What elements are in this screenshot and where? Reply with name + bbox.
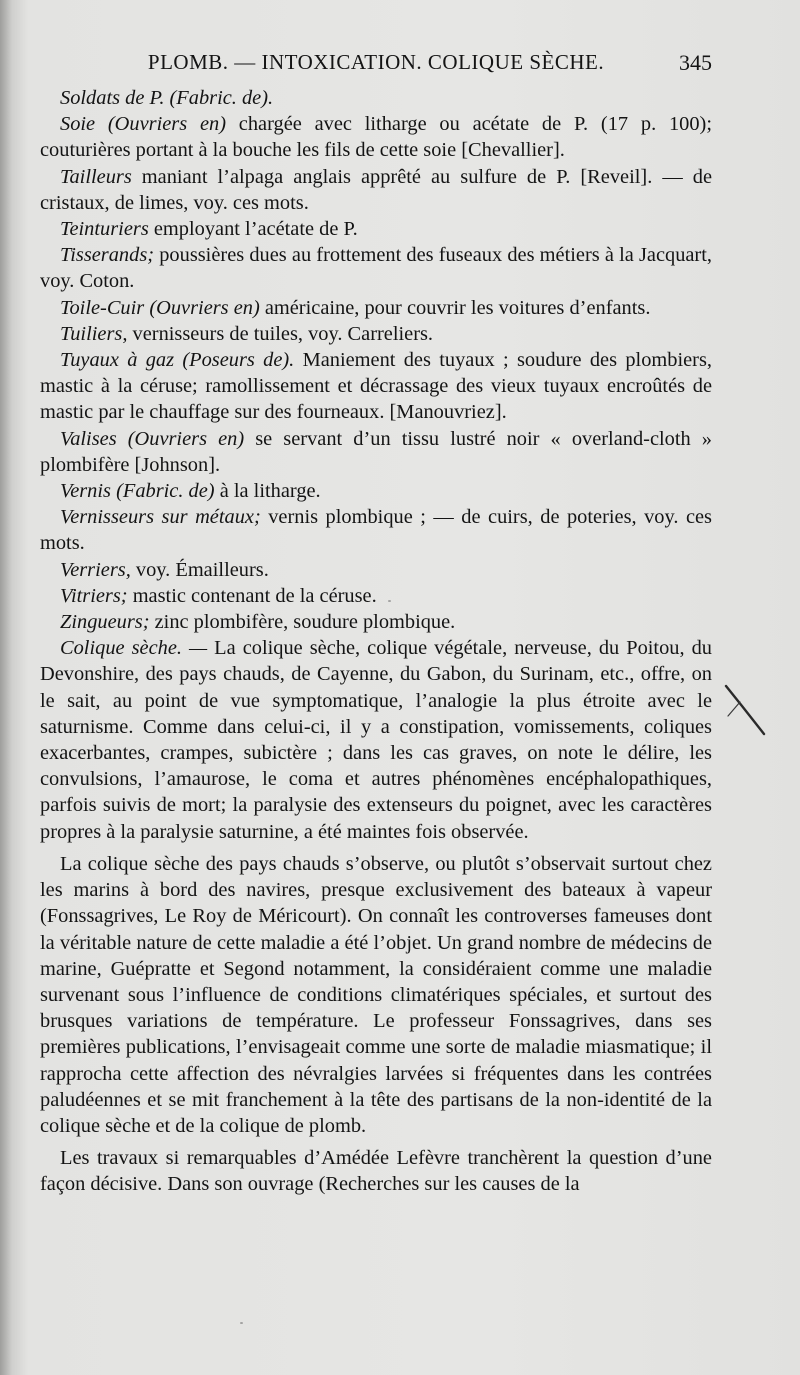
entry-vernisseurs bbox=[40, 504, 712, 556]
entry-term: Vernisseurs sur métaux; bbox=[60, 506, 261, 529]
print-speck bbox=[388, 600, 391, 602]
paragraph-lefevre: Les travaux si remarquables d’Amédée Lefèvre tranchèrent la question d’une façon décisive. Dans son ouvrage (Recherches sur les causes de la bbox=[40, 1147, 712, 1196]
entry-term: Tuiliers, bbox=[60, 322, 128, 345]
entry-text: américaine, pour couvrir les voitures d’enfants. bbox=[259, 296, 651, 319]
body-text bbox=[40, 85, 712, 1198]
section-text: La colique sèche, colique végétale, nerveuse, du Poitou, du Devonshire, des pays chauds, de Cayenne, du Gabon, du Surinam, etc., offre, on le sait, au point de vue symptomatique, l’analogie la plus étroite avec le saturnisme. Comme dans celui-ci, il y a constipation, vomissements, coliques exacerbantes, crampes, subictère ; dans les cas graves, on note le délire, les convulsions, l’amaurose, le coma et autres phénomènes encéphalopathiques, parfois suivis de mort; la paralysie des extenseurs du poignet, avec les caractères propres à la paralysie saturnine, a été maintes fois observée. bbox=[40, 637, 713, 843]
entry-vernis bbox=[40, 478, 712, 504]
entry-text: maniant l’alpaga anglais apprêté au sulfure de P. [Reveil]. — de cristaux, de limes, voy. ces mots. bbox=[40, 165, 712, 214]
entry-term: Soie (Ouvriers en) bbox=[60, 113, 226, 136]
page-number: 345 bbox=[679, 50, 712, 75]
entry-text: mastic contenant de la céruse. bbox=[127, 584, 377, 607]
entry-text: employant l’acétate de P. bbox=[148, 218, 358, 241]
margin-pencil-mark-icon bbox=[720, 676, 768, 740]
entry-tuiliers bbox=[40, 321, 712, 347]
entry-text: zinc plombifère, soudure plombique. bbox=[149, 611, 456, 634]
entry-text: poussières dues au frottement des fuseaux des métiers à la Jacquart, voy. Coton. bbox=[40, 244, 712, 293]
entry-vitriers bbox=[40, 583, 712, 609]
entry-tuyaux bbox=[40, 347, 712, 426]
entry-term: Vitriers; bbox=[60, 584, 128, 607]
entry-text: à la litharge. bbox=[214, 480, 321, 503]
entry-soldats bbox=[40, 85, 712, 111]
entry-soie bbox=[40, 111, 712, 163]
entry-term: Toile-Cuir (Ouvriers en) bbox=[60, 296, 260, 319]
section-colique-seche bbox=[40, 635, 712, 845]
entry-tailleurs bbox=[40, 164, 712, 216]
entry-term: Teinturiers bbox=[60, 218, 149, 241]
entry-verriers bbox=[40, 557, 712, 583]
entry-text: voy. Émailleurs. bbox=[130, 558, 269, 581]
entry-tisserands bbox=[40, 242, 712, 294]
entry-toile-cuir bbox=[40, 295, 712, 321]
entry-term: Tailleurs bbox=[60, 165, 132, 188]
entry-term: Vernis (Fabric. de) bbox=[60, 480, 215, 503]
entry-text: chargée avec litharge ou acétate de P. (17 p. 100); couturières portant à la bouche les fils de cette soie [Chevallier]. bbox=[40, 113, 713, 162]
entry-text: Maniement des tuyaux ; soudure des plombiers, mastic à la céruse; ramollissement et décrassage des vieux tuyaux encroûtés de mastic par le chauffage sur des fourneaux. [Manouvriez]. bbox=[40, 349, 712, 424]
print-speck bbox=[240, 1322, 243, 1324]
entry-text: vernis plombique ; — de cuirs, de poteries, voy. ces mots. bbox=[40, 506, 712, 555]
running-title: PLOMB. — INTOXICATION. COLIQUE SÈCHE. bbox=[147, 50, 605, 74]
entry-term: Valises (Ouvriers en) bbox=[60, 427, 245, 450]
entry-term: Tisserands; bbox=[60, 244, 155, 267]
entry-zingueurs bbox=[40, 609, 712, 635]
entry-text: vernisseurs de tuiles, voy. Carreliers. bbox=[127, 322, 434, 345]
entry-term: Verriers, bbox=[60, 558, 131, 581]
entry-valises bbox=[40, 426, 712, 478]
entry-term: Soldats de P. (Fabric. de). bbox=[60, 87, 274, 109]
entry-term: Tuyaux à gaz (Poseurs de). bbox=[60, 349, 295, 372]
page-header bbox=[40, 50, 712, 80]
section-heading: Colique sèche. — bbox=[60, 637, 208, 660]
entry-teinturiers bbox=[40, 216, 712, 242]
entry-term: Zingueurs; bbox=[60, 611, 150, 634]
entry-text: se servant d’un tissu lustré noir « overland-cloth » plombifère [Johnson]. bbox=[40, 427, 712, 476]
paragraph-pays-chauds: La colique sèche des pays chauds s’observe, ou plutôt s’observait surtout chez les marins à bord des navires, presque exclusivement des bateaux à vapeur (Fonssagrives, Le Roy de Méricourt). On connaît les controverses fameuses dont la véritable nature de cette maladie a été l’objet. Un grand nombre de médecins de marine, Guépratte et Segond notamment, la considéraient comme une maladie survenant sous l’influence de conditions climatériques spéciales, et surtout des brusques variations de température. Le professeur Fonssagrives, dans ses premières publications, l’envisageait comme une sorte de maladie miasmatique; il rapprocha cette affection des névralgies larvées si fréquentes dans les contrées paludéennes et se mit franchement à la tête des partisans de la non-identité de la colique sèche et de la colique de plomb. bbox=[40, 852, 712, 1137]
